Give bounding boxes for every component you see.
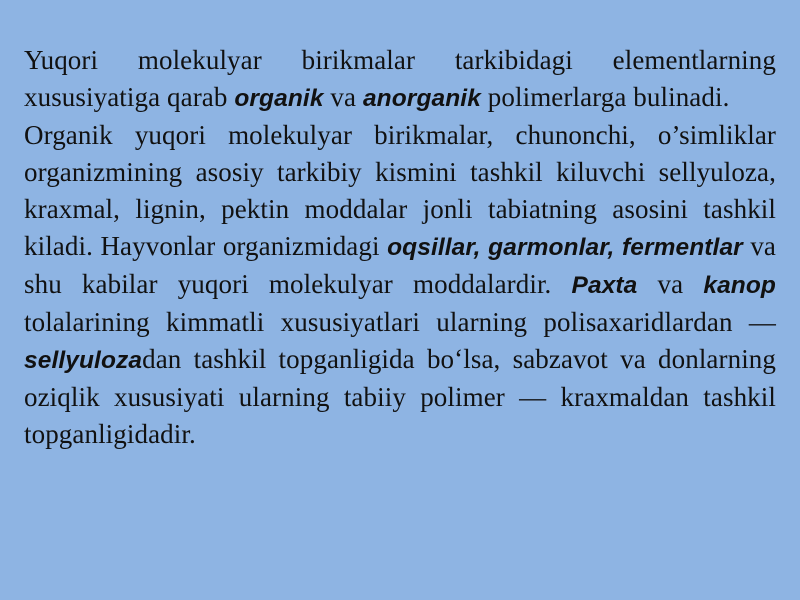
paragraph-organic-polymers	[24, 117, 776, 453]
term-oqsillar-garmonlar-fermentlar: oqsillar, garmonlar, fermentlar	[387, 234, 743, 261]
term-sellyuloza: sellyuloza	[24, 347, 143, 374]
paragraph-1-text-1: Yuqori molekulyar birikmalar tarkibidagi elementlarning xususiyatiga qarab	[24, 45, 776, 112]
paragraph-polymer-classification	[24, 42, 776, 117]
paragraph-2-text-3: va	[637, 269, 704, 299]
term-organik: organik	[234, 85, 324, 112]
paragraph-2-text-5: dan tashkil topganligida bo‘lsa, sabzavot va donlarning oziqlik xususiyati ularning tabiiy polimer — kraxmaldan tashkil topganligidadir.	[24, 344, 776, 449]
paragraph-1-text-2: va	[323, 82, 363, 112]
paragraph-2-text-4: tolalarining kimmatli xususiyatlari ularning polisaxaridlardan —	[24, 307, 776, 337]
paragraph-2-text-1: Organik yuqori molekulyar birikmalar, chunonchi, o’simliklar organizmining asosiy tarkibiy kismini tashkil kiluvchi sellyuloza, kraxmal, lignin, pektin moddalar jonli tabiatning asosini tashkil kiladi. Hayvonlar organizmidagi	[24, 120, 776, 261]
paragraph-1-text-3: polimerlarga bulinadi.	[480, 82, 730, 112]
term-paxta: Paxta	[571, 272, 638, 299]
paragraph-2-text-2: va shu kabilar yuqori molekulyar moddalardir.	[24, 231, 777, 299]
term-anorganik: anorganik	[362, 85, 481, 112]
slide-text-box	[24, 42, 776, 453]
term-kanop: kanop	[703, 272, 776, 299]
